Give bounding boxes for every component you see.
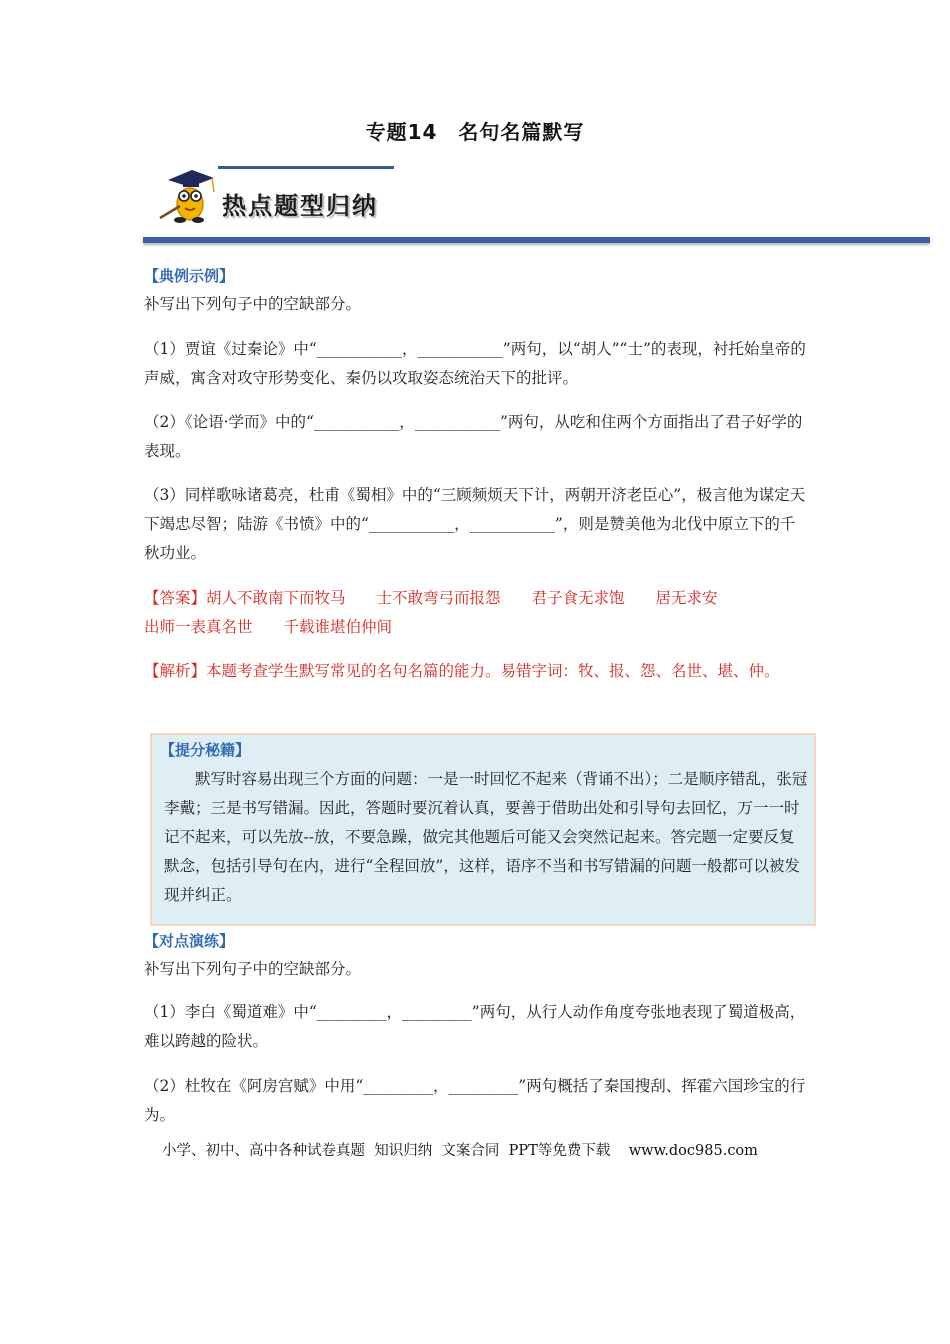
- practice-tag: 【对点演练】: [144, 932, 235, 950]
- answer-tag: 【答案】: [144, 589, 207, 607]
- practice-intro: 补写出下列句子中的空缺部分。: [144, 960, 362, 978]
- footer-text: 小学、初中、高中各种试卷真题 知识归纳 文案合同 PPT等免费下载 www.doc985.com: [162, 1143, 758, 1159]
- example-question-3: （3）同样歌咏诸葛亮，杜甫《蜀相》中的“三顾频烦天下计，两朝开济老臣心”，极言他为谋定天下竭忠尽智；陆游《书愤》中的“___________，___________”，则是赞美他为北伐中原立下的千秋功业。: [144, 486, 806, 562]
- tips-text: 默写时容易出现三个方面的问题：一是一时回忆不起来（背诵不出）；二是顺序错乱，张冠李戴；三是书写错漏。因此，答题时要沉着认真，要善于借助出处和引导句去回忆，万一一时记不起来，可以先放--放，不要急躁，做完其他题后可能又会突然记起来。答完题一定要反复默念，包括引导句在内，进行“全程回放”，这样，语序不当和书写错漏的问题一般都可以被发现并纠正。: [164, 770, 808, 904]
- tips-box: [150, 733, 816, 926]
- scholar-mascot-icon: [150, 160, 222, 226]
- tips-tag: 【提分秘籍】: [160, 741, 251, 759]
- analysis-tag: 【解析】: [144, 662, 207, 680]
- example-question-1: （1）贾谊《过秦论》中“___________，___________”两句，以“胡人”“士”的表现，衬托始皇帝的声威，寓含对攻守形势变化、秦仍以攻取姿态统治天下的批评。: [144, 340, 806, 387]
- practice-question-2: （2）杜牧在《阿房宫赋》中用“_________，_________”两句概括了秦国搜刮、挥霍六国珍宝的行为。: [144, 1077, 806, 1124]
- example-intro: 补写出下列句子中的空缺部分。: [144, 295, 362, 313]
- section-banner-title: 热点题型归纳: [222, 191, 378, 220]
- practice-question-1: （1）李白《蜀道难》中“_________，_________”两句，从行人动作角度夸张地表现了蜀道极高，难以跨越的险状。: [144, 1003, 806, 1050]
- analysis-text: 本题考查学生默写常见的名句名篇的能力。易错字词：牧、报、怨、名世、堪、仲。: [206, 662, 780, 680]
- banner-top-line: [218, 166, 394, 169]
- answer-line-1: 胡人不敢南下而牧马 士不敢弯弓而报怨 君子食无求饱 居无求安: [206, 589, 718, 607]
- page-title: 专题14 名句名篇默写: [365, 120, 585, 144]
- banner-divider: [143, 237, 930, 243]
- example-tag: 【典例示例】: [144, 267, 235, 285]
- example-question-2: （2）《论语·学而》中的“___________，___________”两句，从吃和住两个方面指出了君子好学的表现。: [144, 413, 803, 460]
- answer-block: [144, 584, 810, 642]
- answer-line-2: 出师一表真名世 千载谁堪伯仲间: [144, 618, 393, 636]
- analysis-block: [144, 657, 810, 686]
